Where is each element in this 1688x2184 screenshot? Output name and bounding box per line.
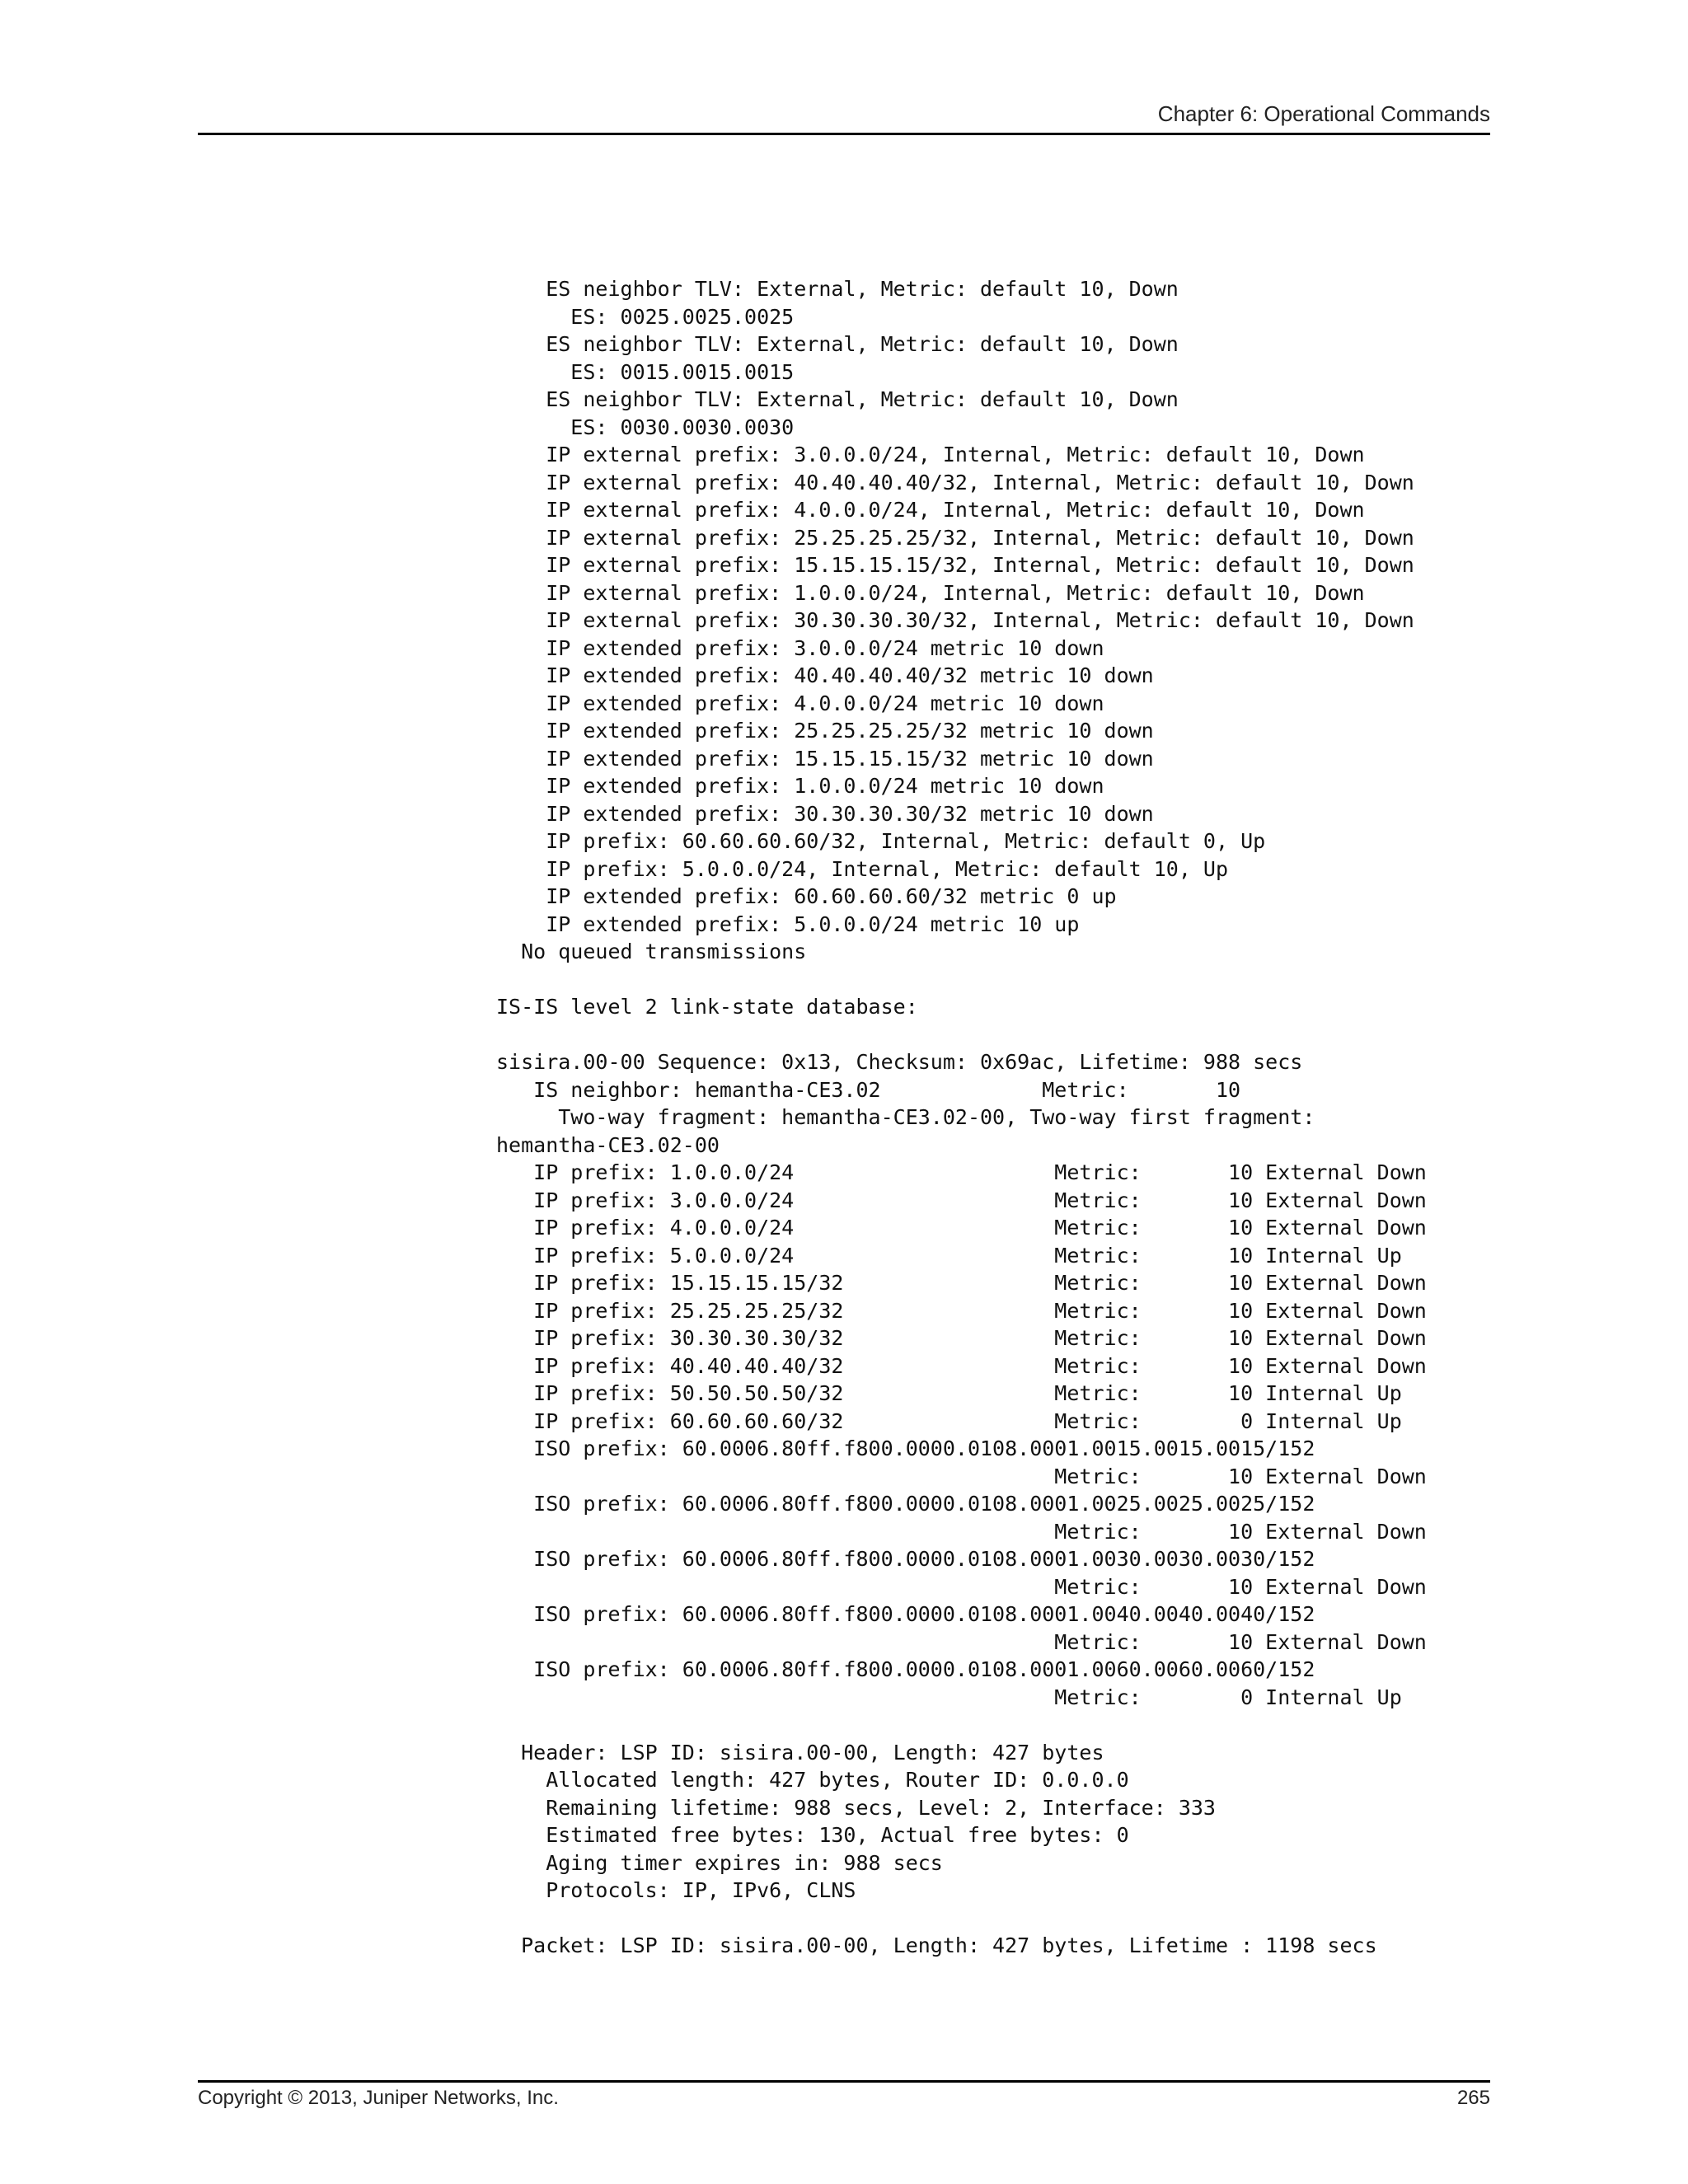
code-line: IP external prefix: 3.0.0.0/24, Internal, Metric: default 10, Down (496, 443, 1365, 466)
code-line: Estimated free bytes: 130, Actual free bytes: 0 (496, 1823, 1129, 1847)
code-line: Metric: 10 External Down (496, 1519, 1427, 1544)
code-line: ISO prefix: 60.0006.80ff.f800.0000.0108.0001.0030.0030.0030/152 (496, 1547, 1315, 1571)
code-line: IP external prefix: 1.0.0.0/24, Internal, Metric: default 10, Down (496, 580, 1365, 605)
page-number: 265 (1456, 2087, 1490, 2109)
code-line: IP extended prefix: 60.60.60.60/32 metric 0 up (496, 884, 1117, 908)
code-line: Remaining lifetime: 988 secs, Level: 2, Interface: 333 (496, 1795, 1216, 1820)
code-line: Metric: 10 External Down (496, 1464, 1427, 1488)
chapter-header-title: Chapter 6: Operational Commands (1157, 101, 1490, 126)
code-line: IP prefix: 15.15.15.15/32 Metric: 10 External Down (496, 1271, 1427, 1295)
code-line: IP prefix: 50.50.50.50/32 Metric: 10 Internal Up (496, 1381, 1402, 1405)
code-line: IP extended prefix: 5.0.0.0/24 metric 10 up (496, 912, 1080, 936)
code-line: IP prefix: 60.60.60.60/32 Metric: 0 Internal Up (496, 1408, 1402, 1433)
code-line: ES: 0015.0015.0015 (496, 359, 795, 384)
code-line: IP prefix: 3.0.0.0/24 Metric: 10 External Down (496, 1188, 1427, 1212)
cli-output-block (496, 275, 1427, 1960)
code-line (496, 1905, 1427, 1933)
code-line: ES neighbor TLV: External, Metric: default 10, Down (496, 332, 1179, 356)
copyright-notice: Copyright © 2013, Juniper Networks, Inc. (198, 2087, 559, 2109)
code-line: Metric: 0 Internal Up (496, 1685, 1402, 1709)
footer-rule (198, 2080, 1490, 2083)
code-line: Metric: 10 External Down (496, 1574, 1427, 1599)
code-line: ES: 0025.0025.0025 (496, 304, 795, 329)
code-line: IP external prefix: 25.25.25.25/32, Internal, Metric: default 10, Down (496, 525, 1414, 550)
code-line: ES neighbor TLV: External, Metric: default 10, Down (496, 277, 1179, 301)
code-line: IP external prefix: 40.40.40.40/32, Internal, Metric: default 10, Down (496, 470, 1414, 494)
code-line: IP prefix: 5.0.0.0/24, Internal, Metric: default 10, Up (496, 856, 1229, 881)
header-rule (198, 133, 1490, 135)
code-line: No queued transmissions (496, 940, 807, 963)
code-line: Two-way fragment: hemantha-CE3.02-00, Two-way first fragment: (496, 1105, 1315, 1129)
code-line: IP extended prefix: 15.15.15.15/32 metric 10 down (496, 746, 1154, 771)
code-line: Header: LSP ID: sisira.00-00, Length: 427 bytes (496, 1740, 1104, 1765)
code-line: ISO prefix: 60.0006.80ff.f800.0000.0108.0001.0060.0060.0060/152 (496, 1657, 1315, 1681)
code-line: IP prefix: 5.0.0.0/24 Metric: 10 Internal Up (496, 1243, 1402, 1268)
code-line: hemantha-CE3.02-00 (496, 1132, 720, 1157)
code-line: IP extended prefix: 4.0.0.0/24 metric 10 down (496, 691, 1104, 715)
code-line: Allocated length: 427 bytes, Router ID: 0.0.0.0 (496, 1768, 1129, 1792)
code-line: Metric: 10 External Down (496, 1629, 1427, 1654)
code-line: IP external prefix: 30.30.30.30/32, Internal, Metric: default 10, Down (496, 608, 1414, 632)
code-line: IP prefix: 4.0.0.0/24 Metric: 10 External Down (496, 1216, 1427, 1240)
code-line: ISO prefix: 60.0006.80ff.f800.0000.0108.0001.0015.0015.0015/152 (496, 1436, 1315, 1460)
code-line (496, 966, 1427, 994)
code-line: IP external prefix: 4.0.0.0/24, Internal, Metric: default 10, Down (496, 498, 1365, 522)
code-line: IP extended prefix: 40.40.40.40/32 metric 10 down (496, 663, 1154, 687)
code-line: Aging timer expires in: 988 secs (496, 1850, 943, 1875)
code-line: ES neighbor TLV: External, Metric: default 10, Down (496, 387, 1179, 411)
code-line: IP prefix: 1.0.0.0/24 Metric: 10 External Down (496, 1160, 1427, 1184)
code-line: IP prefix: 25.25.25.25/32 Metric: 10 External Down (496, 1298, 1427, 1323)
code-line: IS neighbor: hemantha-CE3.02 Metric: 10 (496, 1077, 1241, 1102)
code-line: IP extended prefix: 25.25.25.25/32 metric 10 down (496, 719, 1154, 743)
code-line: IS-IS level 2 link-state database: (496, 995, 918, 1019)
code-line: Protocols: IP, IPv6, CLNS (496, 1878, 856, 1902)
code-line (496, 1711, 1427, 1739)
code-line: ES: 0030.0030.0030 (496, 415, 795, 439)
code-line: IP prefix: 40.40.40.40/32 Metric: 10 External Down (496, 1353, 1427, 1378)
code-line: ISO prefix: 60.0006.80ff.f800.0000.0108.0001.0040.0040.0040/152 (496, 1602, 1315, 1626)
code-line: IP prefix: 60.60.60.60/32, Internal, Metric: default 0, Up (496, 829, 1266, 853)
code-line: Packet: LSP ID: sisira.00-00, Length: 427 bytes, Lifetime : 1198 secs (496, 1933, 1377, 1957)
code-line: sisira.00-00 Sequence: 0x13, Checksum: 0x69ac, Lifetime: 988 secs (496, 1050, 1303, 1074)
code-line (496, 1021, 1427, 1049)
code-line: IP prefix: 30.30.30.30/32 Metric: 10 External Down (496, 1326, 1427, 1350)
code-line: IP extended prefix: 30.30.30.30/32 metric 10 down (496, 801, 1154, 826)
code-line: IP extended prefix: 1.0.0.0/24 metric 10 down (496, 774, 1104, 798)
code-line: ISO prefix: 60.0006.80ff.f800.0000.0108.0001.0025.0025.0025/152 (496, 1492, 1315, 1516)
code-line: IP external prefix: 15.15.15.15/32, Internal, Metric: default 10, Down (496, 553, 1414, 577)
code-line: IP extended prefix: 3.0.0.0/24 metric 10 down (496, 635, 1104, 660)
